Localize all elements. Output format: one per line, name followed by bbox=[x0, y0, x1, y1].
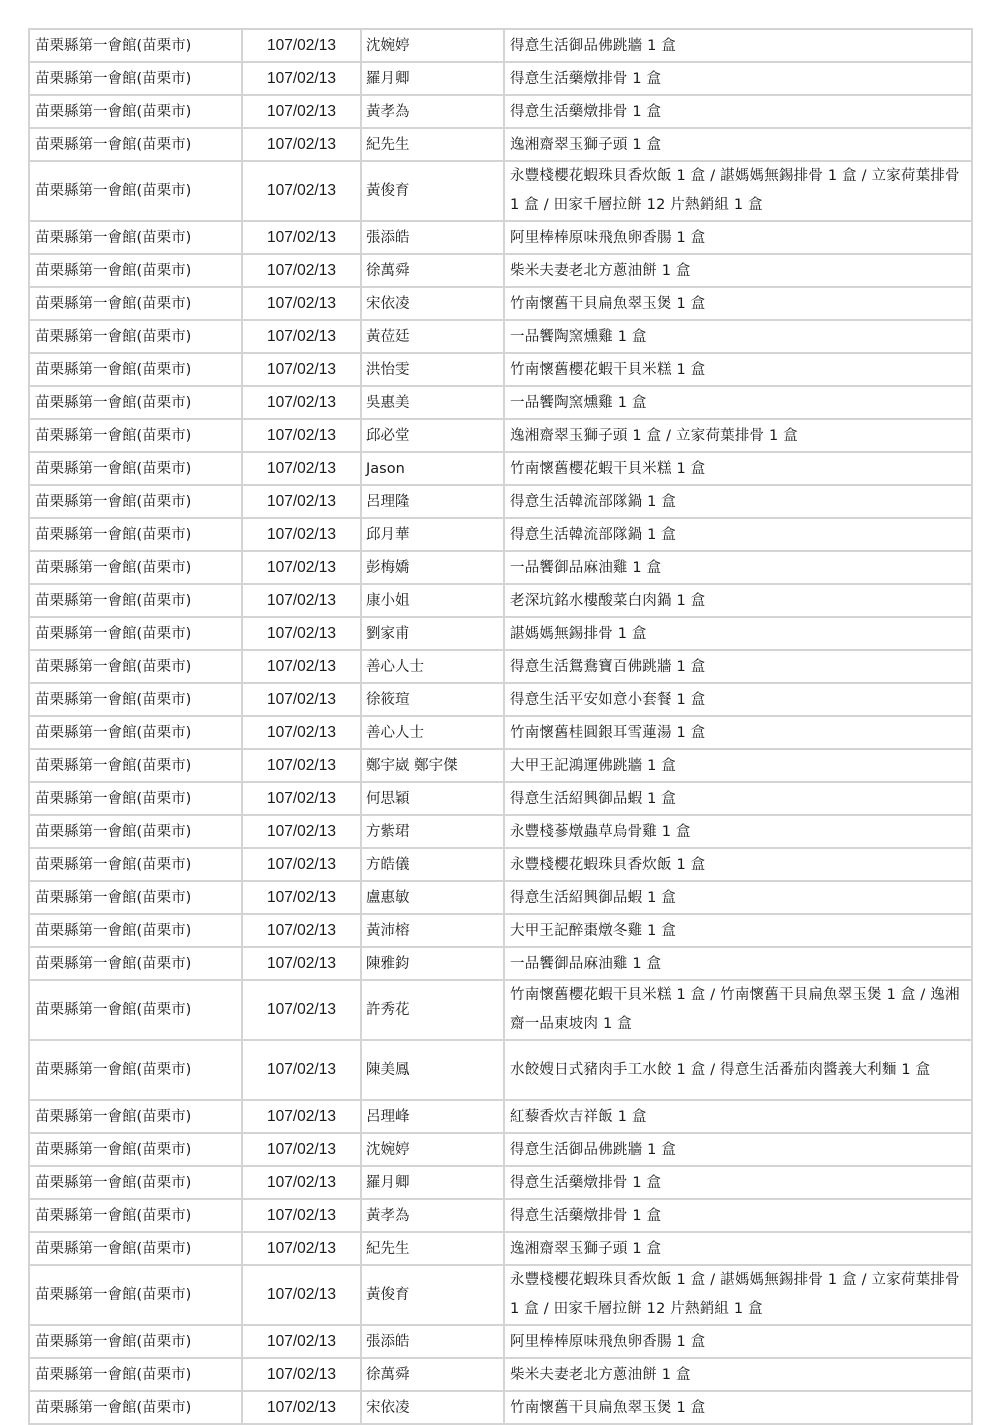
venue-cell: 苗栗縣第一會館(苗栗市) bbox=[29, 584, 242, 617]
date-cell: 107/02/13 bbox=[242, 518, 361, 551]
donor-name-cell: 黃俊育 bbox=[361, 1265, 504, 1325]
donated-item-cell: 水餃嫂日式豬肉手工水餃 1 盒 / 得意生活番茄肉醬義大利麵 1 盒 bbox=[504, 1040, 972, 1100]
table-row bbox=[29, 386, 972, 419]
date-cell: 107/02/13 bbox=[242, 386, 361, 419]
donation-table bbox=[28, 28, 973, 1425]
venue-cell: 苗栗縣第一會館(苗栗市) bbox=[29, 287, 242, 320]
donor-name-cell: 徐萬舜 bbox=[361, 1358, 504, 1391]
donor-name-cell: 邱必堂 bbox=[361, 419, 504, 452]
table-row bbox=[29, 1100, 972, 1133]
date-cell: 107/02/13 bbox=[242, 485, 361, 518]
date-cell: 107/02/13 bbox=[242, 353, 361, 386]
table-row bbox=[29, 815, 972, 848]
table-row bbox=[29, 716, 972, 749]
donor-name-cell: 吳惠美 bbox=[361, 386, 504, 419]
venue-cell: 苗栗縣第一會館(苗栗市) bbox=[29, 1166, 242, 1199]
donor-name-cell: 方皓儀 bbox=[361, 848, 504, 881]
donor-name-cell: 羅月卿 bbox=[361, 62, 504, 95]
venue-cell: 苗栗縣第一會館(苗栗市) bbox=[29, 1265, 242, 1325]
donated-item-cell: 竹南懷舊櫻花蝦干貝米糕 1 盒 bbox=[504, 353, 972, 386]
donor-name-cell: 黃俊育 bbox=[361, 161, 504, 221]
date-cell: 107/02/13 bbox=[242, 815, 361, 848]
table-row bbox=[29, 62, 972, 95]
venue-cell: 苗栗縣第一會館(苗栗市) bbox=[29, 419, 242, 452]
date-cell: 107/02/13 bbox=[242, 551, 361, 584]
venue-cell: 苗栗縣第一會館(苗栗市) bbox=[29, 128, 242, 161]
date-cell: 107/02/13 bbox=[242, 320, 361, 353]
donated-item-cell: 大甲王記鴻運佛跳牆 1 盒 bbox=[504, 749, 972, 782]
donor-name-cell: Jason bbox=[361, 452, 504, 485]
donated-item-cell: 得意生活藥燉排骨 1 盒 bbox=[504, 1199, 972, 1232]
date-cell: 107/02/13 bbox=[242, 881, 361, 914]
donor-name-cell: 黃沛榕 bbox=[361, 914, 504, 947]
table-row bbox=[29, 1232, 972, 1265]
donated-item-cell: 逸湘齋翠玉獅子頭 1 盒 / 立家荷葉排骨 1 盒 bbox=[504, 419, 972, 452]
table-row bbox=[29, 980, 972, 1040]
donated-item-cell: 阿里棒棒原味飛魚卵香腸 1 盒 bbox=[504, 1325, 972, 1358]
donor-name-cell: 紀先生 bbox=[361, 128, 504, 161]
table-row bbox=[29, 617, 972, 650]
donation-record-sheet bbox=[28, 28, 971, 1425]
venue-cell: 苗栗縣第一會館(苗栗市) bbox=[29, 62, 242, 95]
venue-cell: 苗栗縣第一會館(苗栗市) bbox=[29, 650, 242, 683]
donated-item-cell: 永豐棧櫻花蝦珠貝香炊飯 1 盒 bbox=[504, 848, 972, 881]
donated-item-cell: 竹南懷舊干貝扁魚翠玉煲 1 盒 bbox=[504, 287, 972, 320]
donated-item-cell: 逸湘齋翠玉獅子頭 1 盒 bbox=[504, 128, 972, 161]
venue-cell: 苗栗縣第一會館(苗栗市) bbox=[29, 353, 242, 386]
table-row bbox=[29, 947, 972, 980]
date-cell: 107/02/13 bbox=[242, 1100, 361, 1133]
venue-cell: 苗栗縣第一會館(苗栗市) bbox=[29, 95, 242, 128]
donated-item-cell: 竹南懷舊桂圓銀耳雪蓮湯 1 盒 bbox=[504, 716, 972, 749]
venue-cell: 苗栗縣第一會館(苗栗市) bbox=[29, 1358, 242, 1391]
donated-item-cell: 竹南懷舊櫻花蝦干貝米糕 1 盒 bbox=[504, 452, 972, 485]
date-cell: 107/02/13 bbox=[242, 848, 361, 881]
donated-item-cell: 竹南懷舊櫻花蝦干貝米糕 1 盒 / 竹南懷舊干貝扁魚翠玉煲 1 盒 / 逸湘齋一品東坡肉 1 盒 bbox=[504, 980, 972, 1040]
donor-name-cell: 善心人士 bbox=[361, 716, 504, 749]
donation-table-body bbox=[29, 29, 972, 1424]
table-row bbox=[29, 1265, 972, 1325]
date-cell: 107/02/13 bbox=[242, 1232, 361, 1265]
table-row bbox=[29, 95, 972, 128]
venue-cell: 苗栗縣第一會館(苗栗市) bbox=[29, 1133, 242, 1166]
date-cell: 107/02/13 bbox=[242, 914, 361, 947]
table-row bbox=[29, 848, 972, 881]
date-cell: 107/02/13 bbox=[242, 947, 361, 980]
donated-item-cell: 一品饗陶窯燻雞 1 盒 bbox=[504, 320, 972, 353]
donated-item-cell: 老深坑銘水樓酸菜白肉鍋 1 盒 bbox=[504, 584, 972, 617]
table-row bbox=[29, 353, 972, 386]
date-cell: 107/02/13 bbox=[242, 650, 361, 683]
date-cell: 107/02/13 bbox=[242, 1040, 361, 1100]
date-cell: 107/02/13 bbox=[242, 683, 361, 716]
date-cell: 107/02/13 bbox=[242, 1199, 361, 1232]
table-row bbox=[29, 584, 972, 617]
venue-cell: 苗栗縣第一會館(苗栗市) bbox=[29, 254, 242, 287]
donated-item-cell: 一品饗御品麻油雞 1 盒 bbox=[504, 551, 972, 584]
date-cell: 107/02/13 bbox=[242, 287, 361, 320]
venue-cell: 苗栗縣第一會館(苗栗市) bbox=[29, 551, 242, 584]
table-row bbox=[29, 254, 972, 287]
venue-cell: 苗栗縣第一會館(苗栗市) bbox=[29, 881, 242, 914]
date-cell: 107/02/13 bbox=[242, 29, 361, 62]
donated-item-cell: 永豐棧櫻花蝦珠貝香炊飯 1 盒 / 諶媽媽無錫排骨 1 盒 / 立家荷葉排骨 1 盒 / 田家千層拉餅 12 片熱銷組 1 盒 bbox=[504, 161, 972, 221]
table-row bbox=[29, 1391, 972, 1424]
donor-name-cell: 黃孝為 bbox=[361, 95, 504, 128]
date-cell: 107/02/13 bbox=[242, 584, 361, 617]
table-row bbox=[29, 128, 972, 161]
donated-item-cell: 一品饗御品麻油雞 1 盒 bbox=[504, 947, 972, 980]
table-row bbox=[29, 914, 972, 947]
venue-cell: 苗栗縣第一會館(苗栗市) bbox=[29, 1040, 242, 1100]
table-row bbox=[29, 1133, 972, 1166]
date-cell: 107/02/13 bbox=[242, 419, 361, 452]
donated-item-cell: 諶媽媽無錫排骨 1 盒 bbox=[504, 617, 972, 650]
donated-item-cell: 得意生活藥燉排骨 1 盒 bbox=[504, 1166, 972, 1199]
venue-cell: 苗栗縣第一會館(苗栗市) bbox=[29, 1100, 242, 1133]
donated-item-cell: 得意生活鴛鴦寶百佛跳牆 1 盒 bbox=[504, 650, 972, 683]
date-cell: 107/02/13 bbox=[242, 254, 361, 287]
date-cell: 107/02/13 bbox=[242, 980, 361, 1040]
donated-item-cell: 阿里棒棒原味飛魚卵香腸 1 盒 bbox=[504, 221, 972, 254]
table-row bbox=[29, 320, 972, 353]
donor-name-cell: 張添皓 bbox=[361, 1325, 504, 1358]
table-row bbox=[29, 782, 972, 815]
donor-name-cell: 陳美鳳 bbox=[361, 1040, 504, 1100]
table-row bbox=[29, 1325, 972, 1358]
venue-cell: 苗栗縣第一會館(苗栗市) bbox=[29, 1199, 242, 1232]
venue-cell: 苗栗縣第一會館(苗栗市) bbox=[29, 320, 242, 353]
date-cell: 107/02/13 bbox=[242, 617, 361, 650]
donated-item-cell: 得意生活藥燉排骨 1 盒 bbox=[504, 62, 972, 95]
donated-item-cell: 得意生活紹興御品蝦 1 盒 bbox=[504, 782, 972, 815]
donor-name-cell: 洪怡雯 bbox=[361, 353, 504, 386]
date-cell: 107/02/13 bbox=[242, 62, 361, 95]
table-row bbox=[29, 1199, 972, 1232]
donor-name-cell: 宋依凌 bbox=[361, 1391, 504, 1424]
table-row bbox=[29, 287, 972, 320]
donated-item-cell: 竹南懷舊干貝扁魚翠玉煲 1 盒 bbox=[504, 1391, 972, 1424]
table-row bbox=[29, 485, 972, 518]
donor-name-cell: 劉家甫 bbox=[361, 617, 504, 650]
donor-name-cell: 徐筱瑄 bbox=[361, 683, 504, 716]
table-row bbox=[29, 683, 972, 716]
donor-name-cell: 邱月華 bbox=[361, 518, 504, 551]
date-cell: 107/02/13 bbox=[242, 128, 361, 161]
donor-name-cell: 盧惠敏 bbox=[361, 881, 504, 914]
venue-cell: 苗栗縣第一會館(苗栗市) bbox=[29, 1391, 242, 1424]
date-cell: 107/02/13 bbox=[242, 1166, 361, 1199]
date-cell: 107/02/13 bbox=[242, 452, 361, 485]
venue-cell: 苗栗縣第一會館(苗栗市) bbox=[29, 485, 242, 518]
donated-item-cell: 得意生活藥燉排骨 1 盒 bbox=[504, 95, 972, 128]
date-cell: 107/02/13 bbox=[242, 716, 361, 749]
donor-name-cell: 康小姐 bbox=[361, 584, 504, 617]
table-row bbox=[29, 749, 972, 782]
donated-item-cell: 得意生活韓流部隊鍋 1 盒 bbox=[504, 518, 972, 551]
donated-item-cell: 得意生活韓流部隊鍋 1 盒 bbox=[504, 485, 972, 518]
venue-cell: 苗栗縣第一會館(苗栗市) bbox=[29, 980, 242, 1040]
table-row bbox=[29, 419, 972, 452]
venue-cell: 苗栗縣第一會館(苗栗市) bbox=[29, 617, 242, 650]
table-row bbox=[29, 881, 972, 914]
donated-item-cell: 一品饗陶窯燻雞 1 盒 bbox=[504, 386, 972, 419]
table-row bbox=[29, 161, 972, 221]
venue-cell: 苗栗縣第一會館(苗栗市) bbox=[29, 683, 242, 716]
date-cell: 107/02/13 bbox=[242, 221, 361, 254]
donor-name-cell: 徐萬舜 bbox=[361, 254, 504, 287]
donor-name-cell: 羅月卿 bbox=[361, 1166, 504, 1199]
donor-name-cell: 張添皓 bbox=[361, 221, 504, 254]
donor-name-cell: 陳雅鈞 bbox=[361, 947, 504, 980]
date-cell: 107/02/13 bbox=[242, 161, 361, 221]
venue-cell: 苗栗縣第一會館(苗栗市) bbox=[29, 221, 242, 254]
donor-name-cell: 沈婉婷 bbox=[361, 29, 504, 62]
date-cell: 107/02/13 bbox=[242, 782, 361, 815]
date-cell: 107/02/13 bbox=[242, 749, 361, 782]
table-row bbox=[29, 1040, 972, 1100]
venue-cell: 苗栗縣第一會館(苗栗市) bbox=[29, 815, 242, 848]
donor-name-cell: 黃孝為 bbox=[361, 1199, 504, 1232]
donated-item-cell: 柴米夫妻老北方蔥油餅 1 盒 bbox=[504, 1358, 972, 1391]
donated-item-cell: 大甲王記醉棗燉冬雞 1 盒 bbox=[504, 914, 972, 947]
venue-cell: 苗栗縣第一會館(苗栗市) bbox=[29, 29, 242, 62]
date-cell: 107/02/13 bbox=[242, 1391, 361, 1424]
donated-item-cell: 永豐棧櫻花蝦珠貝香炊飯 1 盒 / 諶媽媽無錫排骨 1 盒 / 立家荷葉排骨 1 盒 / 田家千層拉餅 12 片熱銷組 1 盒 bbox=[504, 1265, 972, 1325]
venue-cell: 苗栗縣第一會館(苗栗市) bbox=[29, 386, 242, 419]
date-cell: 107/02/13 bbox=[242, 95, 361, 128]
donor-name-cell: 鄭宇崴 鄭宇傑 bbox=[361, 749, 504, 782]
donor-name-cell: 呂理隆 bbox=[361, 485, 504, 518]
venue-cell: 苗栗縣第一會館(苗栗市) bbox=[29, 914, 242, 947]
venue-cell: 苗栗縣第一會館(苗栗市) bbox=[29, 1325, 242, 1358]
donor-name-cell: 宋依凌 bbox=[361, 287, 504, 320]
donor-name-cell: 彭梅嬌 bbox=[361, 551, 504, 584]
donated-item-cell: 得意生活御品佛跳牆 1 盒 bbox=[504, 1133, 972, 1166]
donated-item-cell: 得意生活平安如意小套餐 1 盒 bbox=[504, 683, 972, 716]
donated-item-cell: 永豐棧蔘燉蟲草烏骨雞 1 盒 bbox=[504, 815, 972, 848]
donated-item-cell: 得意生活紹興御品蝦 1 盒 bbox=[504, 881, 972, 914]
date-cell: 107/02/13 bbox=[242, 1265, 361, 1325]
venue-cell: 苗栗縣第一會館(苗栗市) bbox=[29, 161, 242, 221]
donor-name-cell: 紀先生 bbox=[361, 1232, 504, 1265]
donated-item-cell: 柴米夫妻老北方蔥油餅 1 盒 bbox=[504, 254, 972, 287]
venue-cell: 苗栗縣第一會館(苗栗市) bbox=[29, 749, 242, 782]
donated-item-cell: 紅藜香炊吉祥飯 1 盒 bbox=[504, 1100, 972, 1133]
table-row bbox=[29, 29, 972, 62]
venue-cell: 苗栗縣第一會館(苗栗市) bbox=[29, 452, 242, 485]
donated-item-cell: 得意生活御品佛跳牆 1 盒 bbox=[504, 29, 972, 62]
venue-cell: 苗栗縣第一會館(苗栗市) bbox=[29, 716, 242, 749]
table-row bbox=[29, 650, 972, 683]
date-cell: 107/02/13 bbox=[242, 1358, 361, 1391]
table-row bbox=[29, 551, 972, 584]
table-row bbox=[29, 1166, 972, 1199]
date-cell: 107/02/13 bbox=[242, 1133, 361, 1166]
venue-cell: 苗栗縣第一會館(苗栗市) bbox=[29, 782, 242, 815]
donor-name-cell: 黃莅廷 bbox=[361, 320, 504, 353]
table-row bbox=[29, 518, 972, 551]
donor-name-cell: 方紫珺 bbox=[361, 815, 504, 848]
table-row bbox=[29, 1358, 972, 1391]
venue-cell: 苗栗縣第一會館(苗栗市) bbox=[29, 947, 242, 980]
date-cell: 107/02/13 bbox=[242, 1325, 361, 1358]
venue-cell: 苗栗縣第一會館(苗栗市) bbox=[29, 1232, 242, 1265]
donor-name-cell: 呂理峰 bbox=[361, 1100, 504, 1133]
venue-cell: 苗栗縣第一會館(苗栗市) bbox=[29, 518, 242, 551]
table-row bbox=[29, 452, 972, 485]
donor-name-cell: 何思穎 bbox=[361, 782, 504, 815]
donor-name-cell: 沈婉婷 bbox=[361, 1133, 504, 1166]
venue-cell: 苗栗縣第一會館(苗栗市) bbox=[29, 848, 242, 881]
table-row bbox=[29, 221, 972, 254]
donated-item-cell: 逸湘齋翠玉獅子頭 1 盒 bbox=[504, 1232, 972, 1265]
donor-name-cell: 許秀花 bbox=[361, 980, 504, 1040]
donor-name-cell: 善心人士 bbox=[361, 650, 504, 683]
